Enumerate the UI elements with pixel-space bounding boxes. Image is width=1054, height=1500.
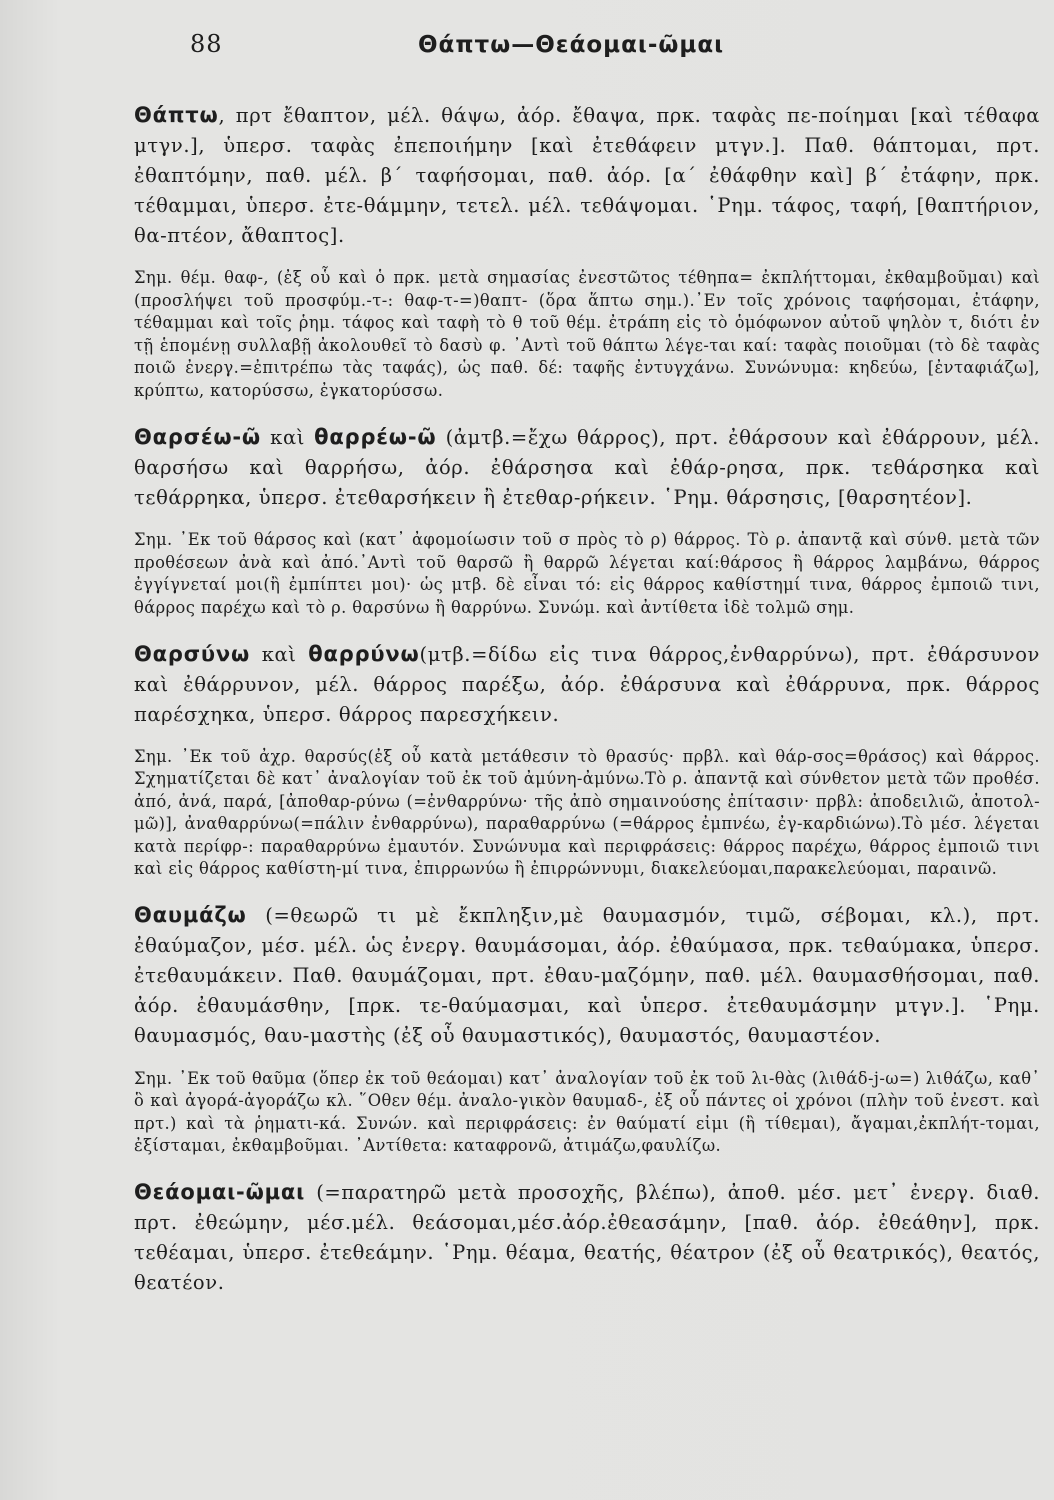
running-title: Θάπτω—Θεάομαι-ῶμαι bbox=[418, 32, 725, 58]
note-text: ᾿Εκ τοῦ ἀχρ. θαρσύς(ἐξ οὗ κατὰ μετάθεσιν τὸ θρασύς· πρβλ. καὶ θάρ-σος=θράσος) καὶ θάρρος. Σχηματίζεται δὲ κατ᾿ ἀναλογίαν τοῦ ἐκ τοῦ ἀμύνη-ἀμύνω.Τὸ ρ. ἀπαντᾷ καὶ σύνθετον μετὰ τῶν προθέσ. ἀπό, ἀνά, παρά, [ἀποθαρ-ρύνω (=ἐνθαρρύνω· τῆς ἀπὸ σημαινούσης ἐπίτασιν· πρβλ: ἀποδειλιῶ, ἀποτολ-μῶ)], ἀναθαρρύνω(=πάλιν ἐνθαρρύνω), παραθαρρύνω (=θάρρος ἐμπνέω, ἐγ-καρδιώνω).Τὸ μέσ. λέγεται κατὰ περίφρ-: παραθαρρύνω ἐμαυτόν. Συνώνυμα καὶ περιφράσεις: θάρρος παρέχω, θάρρος ἐμποιῶ τινι καὶ εἰς θάρρος καθίστη-μί τινα, ἐπιρρωνύω ἢ ἐπιρρώννυμι, διακελεύομαι,παρακελεύομαι, παραινῶ. bbox=[134, 746, 1040, 879]
dictionary-entry bbox=[134, 900, 1040, 1157]
entry-headword: Θαρσύνω bbox=[134, 641, 251, 666]
note-label: Σημ. bbox=[134, 268, 173, 288]
dictionary-entry bbox=[134, 422, 1040, 619]
entry-headword: Θαυμάζω bbox=[134, 903, 247, 928]
entry-headword-variant: θαρρύνω bbox=[308, 641, 420, 666]
entry-headword-variant: θαρρέω-ῶ bbox=[314, 424, 437, 449]
entry-note bbox=[134, 529, 1040, 619]
entry-note bbox=[134, 1068, 1040, 1158]
entry-connector: καὶ bbox=[250, 642, 309, 666]
entry-headword: Θαρσέω-ῶ bbox=[134, 424, 261, 449]
entry-note bbox=[134, 746, 1040, 881]
entry-headword: Θάπτω bbox=[134, 103, 219, 127]
entry-main-text bbox=[134, 100, 1040, 251]
dictionary-entry bbox=[134, 639, 1040, 881]
note-text: ᾿Εκ τοῦ θαῦμα (ὅπερ ἐκ τοῦ θεάομαι) κατ᾿ ἀναλογίαν τοῦ ἐκ τοῦ λι-θὰς (λιθάδ-j-ω=) λιθάζω, καθ᾿ ὃ καὶ ἀγορά-ἀγοράζω κλ. ῞Οθεν θέμ. ἀναλο-γικὸν θαυμαδ-, ἐξ οὗ πάντες οἱ χρόνοι (πλὴν τοῦ ἐνεστ. καὶ πρτ.) καὶ τὰ ῥηματι-κά. Συνών. καὶ περιφράσεις: ἐν θαύματί εἰμι (ἢ τίθεμαι), ἄγαμαι,ἐκπλήτ-τομαι, ἐξίσταμαι, ἐκθαμβοῦμαι. ᾿Αντίθετα: καταφρονῶ, ἀτιμάζω,φαυλίζω. bbox=[134, 1068, 1040, 1156]
note-text: ᾿Εκ τοῦ θάρσος καὶ (κατ᾿ ἀφομοίωσιν τοῦ σ πρὸς τὸ ρ) θάρρος. Τὸ ρ. ἀπαντᾷ καὶ σύνθ. μετὰ τῶν προθέσεων ἀνὰ καὶ ἀπό.᾿Αντὶ τοῦ θαρσῶ ἢ θαρρῶ λέγεται καί:θάρσος ἢ θάρρος λαμβάνω, θάρρος ἐγγίγνεταί μοι(ἢ ἐμπίπτει μοι)· ὡς μτβ. δὲ εἶναι τό: εἰς θάρρος καθίστημί τινα, θάρρος ἐμποιῶ τινι, θάρρος παρέχω καὶ τὸ ρ. θαρσύνω ἢ θαρρύνω. Συνώμ. καὶ ἀντίθετα ἰδὲ τολμῶ σημ. bbox=[134, 530, 1040, 617]
entry-main-text bbox=[134, 1177, 1040, 1298]
entry-body: (=θεωρῶ τι μὲ ἔκπληξιν,μὲ θαυμασμόν, τιμῶ, σέβομαι, κλ.), πρτ. ἐθαύμαζον, μέσ. μέλ. ὡς ἐνεργ. θαυμάσομαι, ἀόρ. ἐθαύμασα, πρκ. τεθαύμακα, ὑπερσ. ἐτεθαυμάκειν. Παθ. θαυμάζομαι, πρτ. ἐθαυ-μαζόμην, παθ. μέλ. θαυμασθήσομαι, παθ. ἀόρ. ἐθαυμάσθην, [πρκ. τε-θαύμασμαι, καὶ ὑπερσ. ἐτεθαυμάσμην μτγν.]. ῾Ρημ. θαυμασμός, θαυ-μαστὴς (ἐξ οὗ θαυμαστικός), θαυμαστός, θαυμαστέον. bbox=[134, 904, 1040, 1048]
note-label: Σημ. bbox=[134, 1068, 173, 1088]
dictionary-entry bbox=[134, 1177, 1040, 1298]
page-header bbox=[134, 22, 1040, 70]
note-text: θέμ. θαφ-, (ἐξ οὗ καὶ ὁ πρκ. μετὰ σημασίας ἐνεστῶτος τέθηπα= ἐκπλήττομαι, ἐκθαμβοῦμαι) καὶ (προσλήψει τοῦ προσφύμ.-τ-: θαφ-τ-=)θαπτ- (ὅρα ἅπτω σημ.).᾿Εν τοῖς χρόνοις ταφήσομαι, ἐτάφην, τέθαμμαι καὶ τοῖς ῥημ. τάφος καὶ ταφὴ τὸ θ τοῦ θέμ. ἐτράπη εἰς τὸ ὁμόφωνον αὐτοῦ ψηλὸν τ, διότι ἐν τῇ ἑπομένῃ συλλαβῇ ἀκολουθεῖ τὸ δασὺ φ. ᾿Αντὶ τοῦ θάπτω λέγε-ται καί: ταφὰς ποιοῦμαι (τὸ δὲ ταφὰς ποιῶ ἐνεργ.=ἐπιτρέπω τὰς ταφάς), ὡς παθ. δέ: ταφῆς ἐντυγχάνω. Συνώνυμα: κηδεύω, [ἐνταφιάζω], κρύπτω, κατορύσσω, ἐγκατορύσσω. bbox=[134, 268, 1040, 400]
note-label: Σημ. bbox=[134, 746, 173, 766]
entry-headword: Θεάομαι-ῶμαι bbox=[134, 1180, 306, 1205]
entry-body: (=παρατηρῶ μετὰ προσοχῆς, βλέπω), ἀποθ. μέσ. μετ᾿ ἐνεργ. διαθ. πρτ. ἐθεώμην, μέσ.μέλ. θεάσομαι,μέσ.ἀόρ.ἐθεασάμην, [παθ. ἀόρ. ἐθεάθην], πρκ. τεθέαμαι, ὑπερσ. ἐτεθεάμην. ῾Ρημ. θέαμα, θεατής, θέατρον (ἐξ οὗ θεατρικός), θεατός, θεατέον. bbox=[134, 1181, 1040, 1295]
page-number: 88 bbox=[190, 30, 223, 58]
entry-main-text bbox=[134, 900, 1040, 1051]
entry-connector: καὶ bbox=[260, 425, 315, 449]
note-label: Σημ. bbox=[134, 530, 173, 550]
dictionary-entry bbox=[134, 100, 1040, 402]
entry-body: (ἀμτβ.=ἔχω θάρρος), πρτ. ἐθάρσουν καὶ ἐθάρρουν, μέλ. θαρσήσω καὶ θαρρήσω, ἀόρ. ἐθάρσησα καὶ ἐθάρ-ρησα, πρκ. τεθάρσηκα καὶ τεθάρρηκα, ὑπερσ. ἐτεθαρσήκειν ἢ ἐτεθαρ-ρήκειν. ῾Ρημ. θάρσησις, [θαρσητέον]. bbox=[134, 425, 1040, 509]
entry-main-text bbox=[134, 639, 1040, 730]
entry-main-text bbox=[134, 422, 1040, 513]
entry-body: , πρτ ἔθαπτον, μέλ. θάψω, ἀόρ. ἔθαψα, πρκ. ταφὰς πε-ποίημαι [καὶ τέθαφα μτγν.], ὑπερσ. ταφὰς ἐπεποιήμην [καὶ ἐτεθάφειν μτγν.]. Παθ. θάπτομαι, πρτ. ἐθαπτόμην, παθ. μέλ. β΄ ταφήσομαι, παθ. ἀόρ. [α΄ ἐθάφθην καὶ] β΄ ἐτάφην, πρκ. τέθαμμαι, ὑπερσ. ἐτε-θάμμην, τετελ. μέλ. τεθάψομαι. ῾Ρημ. τάφος, ταφή, [θαπτήριον, θα-πτέον, ἄθαπτος]. bbox=[134, 104, 1040, 247]
entry-body: (μτβ.=δίδω εἰς τινα θάρρος,ἐνθαρρύνω), πρτ. ἐθάρσυνον καὶ ἐθάρρυνον, μέλ. θάρρος παρέξω, ἀόρ. ἐθάρσυνα καὶ ἐθάρρυνα, πρκ. θάρρος παρέσχηκα, ὑπερσ. θάρρος παρεσχήκειν. bbox=[134, 642, 1040, 726]
entry-note bbox=[134, 267, 1040, 402]
